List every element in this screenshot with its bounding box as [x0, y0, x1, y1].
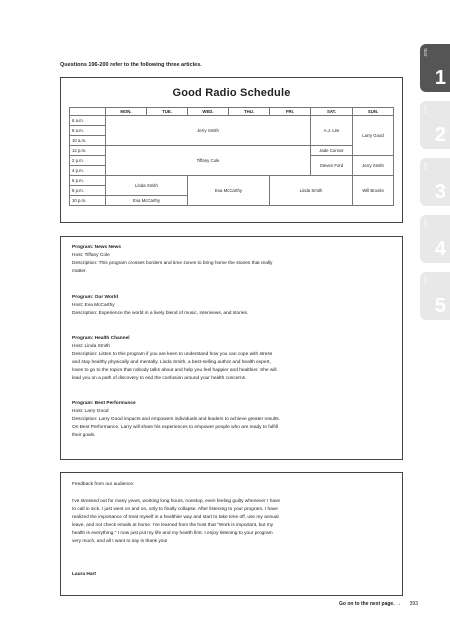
schedule-slot: Eva McCarthy	[105, 195, 188, 206]
feedback-line: I've stressed out for many years, working long hours, nonstop, even feeling guilty whenever I have	[72, 499, 281, 504]
day-header: SAT.	[310, 107, 353, 116]
schedule-box	[60, 77, 403, 223]
program-title: Program: News News	[72, 245, 122, 250]
schedule-slot: Linda Smith	[105, 175, 188, 196]
program-description-line: and stay healthy physically and mentally. Linda Smith, a best-selling author and health expert,	[72, 360, 271, 365]
go-on-next-page: Go on to the next page. →	[339, 601, 401, 607]
test-tab-2[interactable]	[420, 101, 450, 149]
schedule-slot: Jade Connor	[310, 145, 353, 156]
feedback-line: to call in sick. I just went on and on, only to finally collapse. After listening to your program, I have	[72, 507, 278, 512]
program-entry	[72, 400, 392, 440]
program-host: Host: Larry Good	[72, 409, 109, 414]
tab-number: 4	[434, 238, 446, 260]
tab-number: 3	[434, 181, 446, 203]
tab-label: TEST	[423, 276, 427, 285]
day-header: MON.	[105, 107, 147, 116]
test-tab-1[interactable]	[420, 44, 450, 92]
day-header: FRI.	[269, 107, 311, 116]
time-cell: 10 p.m.	[69, 195, 106, 206]
tab-number: 5	[434, 295, 446, 317]
program-description-line: matter.	[72, 269, 87, 274]
tab-number: 1	[434, 67, 446, 89]
program-description-line: Description: Larry Good impacts and empowers individuals and leaders to achieve greater results.	[72, 417, 280, 422]
page-number: 393	[409, 601, 418, 607]
time-cell: 2 p.m.	[69, 155, 106, 166]
program-description-line: On Best Performance, Larry will share his experiences to empower people who are ready to fulfill	[72, 425, 278, 430]
program-entry	[72, 294, 392, 318]
time-cell: 8 a.m.	[69, 125, 106, 136]
time-cell: 8 p.m.	[69, 185, 106, 196]
feedback-line: health is everything." I now just put my life and my health first. I enjoy listening to your program	[72, 531, 273, 536]
test-tab-3[interactable]	[420, 158, 450, 206]
feedback-signature: Laura Hart	[72, 572, 96, 577]
time-cell: 6 p.m.	[69, 175, 106, 186]
program-description-line: loves to go to the topics that nobody talks about and help you feel happier and healthier. She will	[72, 368, 277, 373]
program-host: Host: Tiffany Cole	[72, 253, 110, 258]
program-description-line: Description: Experience the world in a lively blend of music, interviews, and stories.	[72, 311, 249, 316]
tab-label: TEST	[423, 162, 427, 171]
time-cell: 6 a.m.	[69, 115, 106, 126]
program-description-line: Description: Listen to this program if you are keen to understand how you can cope with stress	[72, 352, 273, 357]
schedule-slot: Larry Good	[352, 115, 394, 156]
schedule-slot: Steven Ford	[310, 155, 353, 176]
time-cell: 10 a.m.	[69, 135, 106, 146]
program-description-line: their goals.	[72, 433, 96, 438]
schedule-slot: A.J. Lim	[310, 115, 353, 146]
program-title: Program: Health Channel	[72, 336, 130, 341]
program-title: Program: Best Performance	[72, 401, 136, 406]
time-cell: 12 p.m.	[69, 145, 106, 156]
schedule-slot: Eva McCarthy	[187, 175, 270, 206]
test-tab-5[interactable]	[420, 272, 450, 320]
program-title: Program: Our World	[72, 295, 119, 300]
program-entry	[72, 335, 392, 383]
program-host: Host: Linda Smith	[72, 344, 110, 349]
feedback-line: leave, and not check emails at home. I've learned from the host that "Work is important, but my	[72, 523, 274, 528]
schedule-title: Good Radio Schedule	[172, 87, 291, 99]
schedule-slot: Tiffany Cole	[105, 145, 311, 176]
day-header: TUE.	[146, 107, 188, 116]
tab-label: TEST	[423, 105, 427, 114]
schedule-slot: Will Brooks	[352, 175, 394, 206]
program-description-line: Description: This program crosses borders and time zones to bring home the stories that really	[72, 261, 273, 266]
program-entry	[72, 244, 392, 276]
tab-number: 2	[434, 124, 446, 146]
tab-label: TEST	[423, 219, 427, 228]
day-header: THU.	[228, 107, 270, 116]
schedule-slot: Linda Smith	[269, 175, 353, 206]
feedback-line: very much, and all I want to say is thank you!	[72, 539, 168, 544]
program-host: Host: Eva McCarthy	[72, 303, 115, 308]
feedback-line: realized the importance of treat myself in a healthier way and start to take time off, use my annual	[72, 515, 279, 520]
schedule-table	[69, 107, 394, 212]
day-header: WED.	[187, 107, 229, 116]
programs-box	[60, 236, 403, 460]
feedback-box	[60, 472, 403, 596]
schedule-slot: Jerry Smith	[352, 155, 394, 176]
instructions: Questions 196-200 refer to the following three articles.	[60, 62, 202, 68]
day-header: SUN.	[352, 107, 394, 116]
time-cell: 4 p.m.	[69, 165, 106, 176]
program-description-line: lead you on a path of discovery to end the confusion around your health concerns.	[72, 376, 247, 381]
tab-label: TEST	[423, 48, 427, 57]
test-tab-4[interactable]	[420, 215, 450, 263]
feedback-heading: Feedback from our audience:	[72, 482, 135, 487]
feedback-body	[72, 498, 392, 546]
schedule-slot: Jerry Smith	[105, 115, 311, 146]
